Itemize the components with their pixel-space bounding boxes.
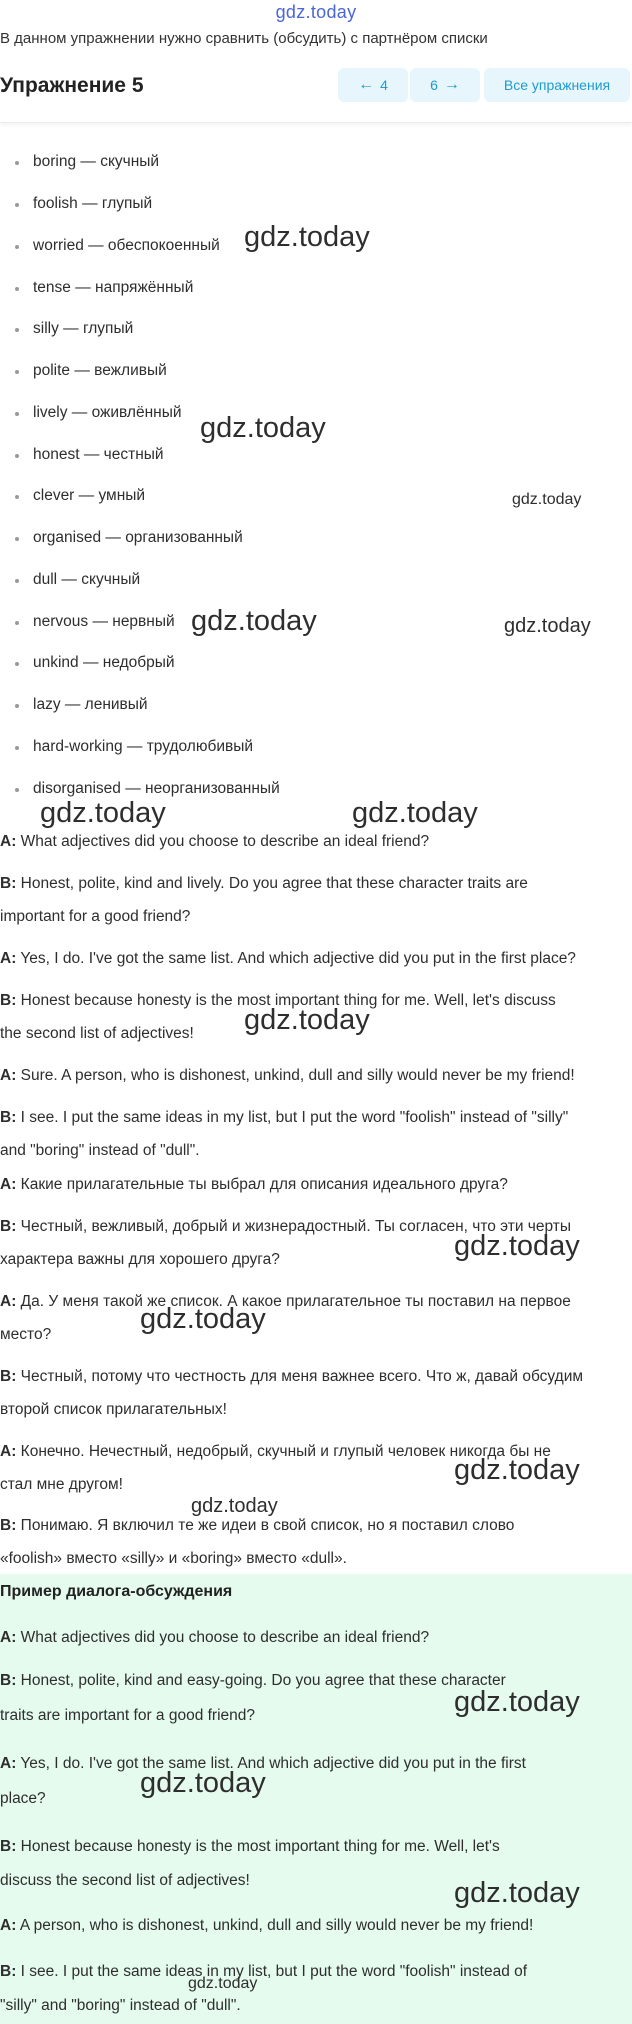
- speaker-label: B:: [0, 875, 17, 892]
- dialog-line: [0, 1509, 632, 1542]
- list-item: hard-working — трудолюбивый: [33, 738, 254, 755]
- dialog-line: [0, 1101, 632, 1134]
- watermark: gdz.today: [40, 797, 166, 829]
- dialog-text: Честный, потому что честность для меня важнее всего. Что ж, давай обсудим: [20, 1368, 584, 1385]
- prev-exercise-button[interactable]: [338, 68, 408, 102]
- dialog-text: Yes, I do. I've got the same list. And which adjective did you put in the first: [20, 1755, 526, 1772]
- speaker-label: B:: [0, 992, 17, 1009]
- dialog-text: A person, who is dishonest, unkind, dull and silly would never be my friend!: [19, 1917, 534, 1934]
- dialog-line: [0, 1168, 632, 1201]
- dialog-line: [0, 1621, 632, 1654]
- watermark: gdz.today: [200, 412, 326, 444]
- speaker-label: A:: [0, 950, 17, 967]
- watermark: gdz.today: [191, 1495, 278, 1517]
- exercise-header: [0, 60, 632, 123]
- watermark: gdz.today: [352, 797, 478, 829]
- dialog-line: [0, 1830, 632, 1863]
- list-item: silly — глупый: [33, 320, 134, 337]
- dialog-text: Honest, polite, kind and easy-going. Do you agree that these character: [20, 1672, 506, 1689]
- dialog-line: [0, 1360, 632, 1393]
- dialog-line: [0, 1664, 632, 1697]
- dialog-text: место?: [0, 1326, 52, 1343]
- dialog-line: [0, 1542, 632, 1575]
- list-item: honest — честный: [33, 446, 164, 463]
- site-logo[interactable]: gdz.today: [275, 2, 357, 22]
- dialog-line: [0, 1134, 632, 1167]
- dialog-text: Honest because honesty is the most important thing for me. Well, let's discuss: [20, 992, 556, 1009]
- list-item: lively — оживлённый: [33, 404, 182, 421]
- dialog-line: [0, 1699, 632, 1732]
- list-item: unkind — недобрый: [33, 654, 175, 671]
- dialog-text: Да. У меня такой же список. А какое прилагательное ты поставил на первое: [20, 1293, 571, 1310]
- dialog-text: I see. I put the same ideas in my list, but I put the word "foolish" instead of: [20, 1963, 528, 1980]
- intro-text: В данном упражнении нужно сравнить (обсудить) с партнёром списки: [0, 30, 488, 47]
- dialog-text: I see. I put the same ideas in my list, but I put the word "foolish" instead of "silly": [20, 1109, 569, 1126]
- dialog-text: "silly" and "boring" instead of "dull".: [0, 1997, 241, 2014]
- speaker-label: B:: [0, 1218, 17, 1235]
- dialog-text: important for a good friend?: [0, 908, 191, 925]
- dialog-text: and "boring" instead of "dull".: [0, 1142, 200, 1159]
- dialog-text: place?: [0, 1790, 46, 1807]
- list-item: tense — напряжённый: [33, 279, 194, 296]
- list-item: disorganised — неорганизованный: [33, 780, 280, 797]
- dialog-line: [0, 1285, 632, 1318]
- list-item: organised — организованный: [33, 529, 243, 546]
- dialog-text: Honest because honesty is the most important thing for me. Well, let's: [20, 1838, 500, 1855]
- dialog-line: [0, 867, 632, 900]
- dialog-line: [0, 1989, 632, 2022]
- dialog-line: [0, 1782, 632, 1815]
- dialog-text: traits are important for a good friend?: [0, 1707, 256, 1724]
- watermark: gdz.today: [188, 1975, 258, 1992]
- dialog-text: discuss the second list of adjectives!: [0, 1872, 250, 1889]
- page-title: Упражнение 5: [0, 74, 144, 97]
- list-item: clever — умный: [33, 487, 146, 504]
- all-exercises-label: Все упражнения: [503, 77, 611, 93]
- speaker-label: A:: [0, 1917, 17, 1934]
- dialog-line: [0, 1955, 632, 1988]
- dialog-line: [0, 1864, 632, 1897]
- dialog-line: [0, 825, 632, 858]
- dialog-line: [0, 1017, 632, 1050]
- list-item: polite — вежливый: [33, 362, 167, 379]
- dialog-text: the second list of adjectives!: [0, 1025, 194, 1042]
- dialog-line: [0, 900, 632, 933]
- watermark: gdz.today: [454, 1454, 580, 1486]
- watermark: gdz.today: [454, 1230, 580, 1262]
- speaker-label: A:: [0, 1443, 17, 1460]
- dialog-line: [0, 942, 632, 975]
- dialog-line: [0, 1243, 632, 1276]
- dialog-line: [0, 1468, 632, 1501]
- all-exercises-button[interactable]: [484, 68, 630, 102]
- dialog-text: характера важны для хорошего друга?: [0, 1251, 280, 1268]
- dialog-text: Конечно. Нечестный, недобрый, скучный и глупый человек никогда бы не: [20, 1443, 551, 1460]
- dialog-line: [0, 1210, 632, 1243]
- watermark: gdz.today: [191, 605, 317, 637]
- vocabulary-list: [0, 101, 632, 811]
- list-item: boring — скучный: [33, 153, 160, 170]
- prev-exercise-label: 4: [380, 77, 388, 93]
- speaker-label: B:: [0, 1109, 17, 1126]
- dialog-text: «foolish» вместо «silly» и «boring» вместо «dull».: [0, 1550, 347, 1567]
- dialog-text: Honest, polite, kind and lively. Do you agree that these character traits are: [20, 875, 528, 892]
- watermark: gdz.today: [140, 1303, 266, 1335]
- list-item: dull — скучный: [33, 571, 141, 588]
- speaker-label: B:: [0, 1838, 17, 1855]
- arrow-left-icon: ←: [358, 76, 375, 93]
- dialog-text: второй список прилагательных!: [0, 1401, 227, 1418]
- watermark: gdz.today: [454, 1686, 580, 1718]
- speaker-label: A:: [0, 833, 17, 850]
- speaker-label: B:: [0, 1672, 17, 1689]
- dialog-line: [0, 1059, 632, 1092]
- next-exercise-button[interactable]: [410, 68, 480, 102]
- example-title: Пример диалога-обсуждения: [0, 1583, 233, 1600]
- dialog-text: Sure. A person, who is dishonest, unkind, dull and silly would never be my friend!: [20, 1067, 575, 1084]
- watermark: gdz.today: [454, 1877, 580, 1909]
- speaker-label: A:: [0, 1755, 17, 1772]
- dialog-line: [0, 1393, 632, 1426]
- speaker-label: A:: [0, 1176, 17, 1193]
- list-item: nervous — нервный: [33, 613, 175, 630]
- watermark: gdz.today: [504, 615, 591, 637]
- speaker-label: B:: [0, 1963, 17, 1980]
- dialog-text: Yes, I do. I've got the same list. And which adjective did you put in the first place?: [20, 950, 576, 967]
- watermark: gdz.today: [244, 221, 370, 253]
- dialog-text: стал мне другом!: [0, 1476, 123, 1493]
- watermark: gdz.today: [512, 491, 582, 508]
- dialog-line: [0, 1435, 632, 1468]
- speaker-label: A:: [0, 1067, 17, 1084]
- watermark: gdz.today: [140, 1767, 266, 1799]
- speaker-label: B:: [0, 1368, 17, 1385]
- dialog-text: Какие прилагательные ты выбрал для описания идеального друга?: [20, 1176, 508, 1193]
- list-item: worried — обеспокоенный: [33, 237, 220, 254]
- list-item: lazy — ленивый: [33, 696, 148, 713]
- dialog-line: [0, 1318, 632, 1351]
- next-exercise-label: 6: [430, 77, 438, 93]
- dialog-text: Честный, вежливый, добрый и жизнерадостный. Ты согласен, что эти черты: [20, 1218, 572, 1235]
- dialog-line: [0, 1747, 632, 1780]
- dialog-text: Понимаю. Я включил те же идеи в свой список, но я поставил слово: [20, 1517, 515, 1534]
- speaker-label: A:: [0, 1629, 17, 1646]
- dialog-line: [0, 984, 632, 1017]
- dialog-text: What adjectives did you choose to describe an ideal friend?: [20, 833, 430, 850]
- speaker-label: B:: [0, 1517, 17, 1534]
- dialog-text: What adjectives did you choose to describe an ideal friend?: [20, 1629, 430, 1646]
- watermark: gdz.today: [244, 1004, 370, 1036]
- speaker-label: A:: [0, 1293, 17, 1310]
- arrow-right-icon: →: [443, 76, 460, 93]
- dialog-line: [0, 1909, 632, 1942]
- list-item: foolish — глупый: [33, 195, 153, 212]
